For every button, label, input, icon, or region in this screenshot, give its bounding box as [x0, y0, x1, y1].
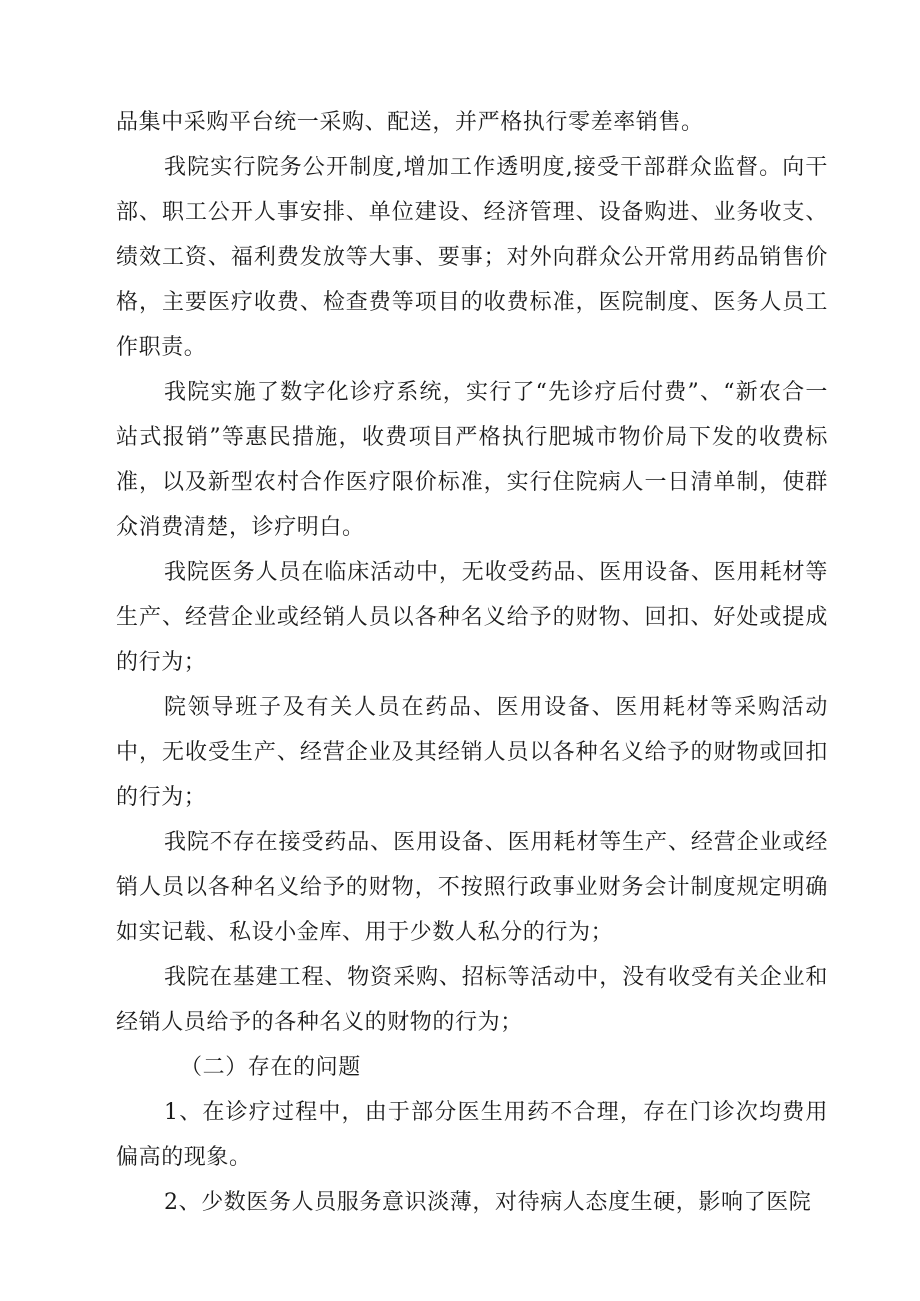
paragraph-procurement-continuation: 品集中采购平台统一采购、配送，并严格执行零差率销售。: [116, 110, 704, 135]
paragraph-staff-conduct: 我院医务人员在临床活动中，无收受药品、医用设备、医用耗材等生产、经营企业或经销人员以各种名义给予的财物、回扣、好处或提成的行为；: [116, 560, 828, 675]
paragraph-construction-procurement: 我院在基建工程、物资采购、招标等活动中，没有收受有关企业和经销人员给予的各种名义的财物的行为；: [116, 965, 828, 1035]
paragraph-problem-1: 1、在诊疗过程中，由于部分医生用药不合理，存在门诊次均费用偏高的现象。: [116, 1100, 828, 1170]
paragraph-financial-conduct: 我院不存在接受药品、医用设备、医用耗材等生产、经营企业或经销人员以各种名义给予的财物，不按照行政事业财务会计制度规定明确如实记载、私设小金库、用于少数人私分的行为；: [116, 830, 828, 945]
document-body: [116, 100, 828, 1225]
paragraph-digital-diagnosis: 我院实施了数字化诊疗系统，实行了“先诊疗后付费”、“新农合一站式报销”等惠民措施，收费项目严格执行肥城市物价局下发的收费标准，以及新型农村合作医疗限价标准，实行住院病人一日清单制，使群众消费清楚，诊疗明白。: [116, 380, 828, 540]
paragraph-leadership-conduct: 院领导班子及有关人员在药品、医用设备、医用耗材等采购活动中，无收受生产、经营企业及其经销人员以各种名义给予的财物或回扣的行为；: [116, 695, 828, 810]
paragraph-affairs-disclosure: 我院实行院务公开制度,增加工作透明度,接受干部群众监督。向干部、职工公开人事安排、单位建设、经济管理、设备购进、业务收支、绩效工资、福利费发放等大事、要事；对外向群众公开常用药品销售价格，主要医疗收费、检查费等项目的收费标准，医院制度、医务人员工作职责。: [116, 155, 828, 360]
section-heading-existing-problems: （二）存在的问题: [180, 1055, 361, 1080]
paragraph-problem-2: 2、少数医务人员服务意识淡薄，对待病人态度生硬，影响了医院: [164, 1190, 812, 1215]
